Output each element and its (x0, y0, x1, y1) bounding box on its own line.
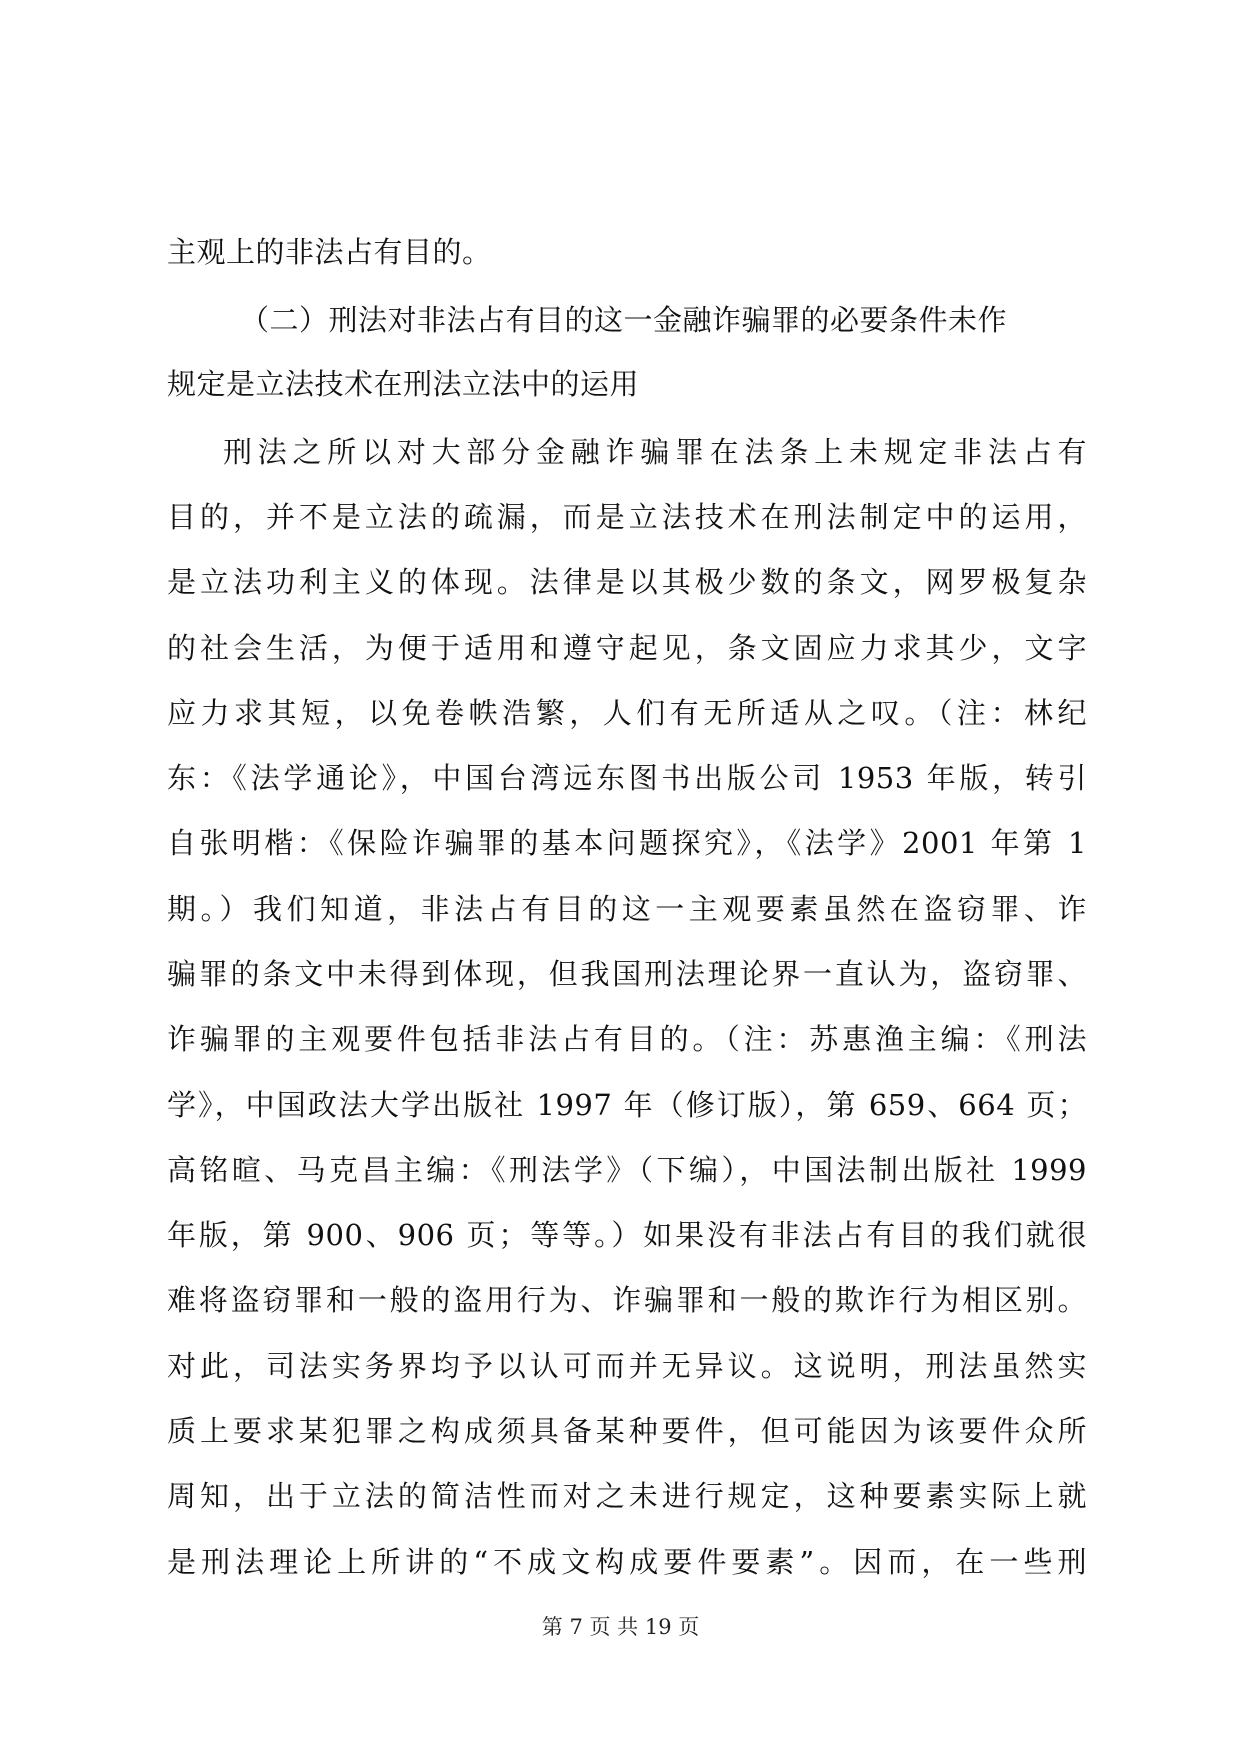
paragraph-line: 目的，并不是立法的疏漏，而是立法技术在刑法制定中的运用， (167, 500, 1087, 534)
paragraph-line: 主观上的非法占有目的。 (167, 235, 492, 269)
paragraph-line: 周知，出于立法的简洁性而对之未进行规定，这种要素实际上就 (167, 1479, 1087, 1513)
paragraph-line: 刑法之所以对大部分金融诈骗罪在法条上未规定非法占有 (223, 435, 1087, 469)
paragraph-line: 质上要求某犯罪之构成须具备某种要件，但可能因为该要件众所 (167, 1414, 1087, 1448)
paragraph-line: 高铭暄、马克昌主编：《刑法学》（下编），中国法制出版社 1999 (167, 1153, 1087, 1187)
section-heading-line: 规定是立法技术在刑法立法中的运用 (167, 367, 640, 401)
paragraph-line: 难将盗窃罪和一般的盗用行为、诈骗罪和一般的欺诈行为相区别。 (167, 1283, 1087, 1317)
paragraph-line: 应力求其短，以免卷帙浩繁，人们有无所适从之叹。（注：林纪 (167, 696, 1087, 730)
section-heading-line: （二）刑法对非法占有目的这一金融诈骗罪的必要条件未作 (240, 303, 1008, 337)
page-number-footer: 第 7 页 共 19 页 (541, 1615, 700, 1639)
paragraph-line: 年版，第 900、906 页；等等。）如果没有非法占有目的我们就很 (167, 1218, 1087, 1252)
paragraph-line: 是刑法理论上所讲的“不成文构成要件要素”。因而，在一些刑 (167, 1545, 1087, 1579)
paragraph-line: 的社会生活，为便于适用和遵守起见，条文固应力求其少，文字 (167, 631, 1087, 665)
paragraph-line: 骗罪的条文中未得到体现，但我国刑法理论界一直认为，盗窃罪、 (167, 957, 1087, 991)
paragraph-line: 自张明楷：《保险诈骗罪的基本问题探究》，《法学》2001 年第 1 (167, 826, 1087, 860)
paragraph-line: 对此，司法实务界均予以认可而并无异议。这说明，刑法虽然实 (167, 1349, 1087, 1383)
paragraph-line: 诈骗罪的主观要件包括非法占有目的。（注：苏惠渔主编：《刑法 (167, 1022, 1087, 1056)
paragraph-line: 是立法功利主义的体现。法律是以其极少数的条文，网罗极复杂 (167, 565, 1087, 599)
paragraph-line: 学》，中国政法大学出版社 1997 年（修订版），第 659、664 页； (167, 1088, 1087, 1122)
paragraph-line: 东：《法学通论》，中国台湾远东图书出版公司 1953 年版，转引 (167, 761, 1087, 795)
paragraph-line: 期。）我们知道，非法占有目的这一主观要素虽然在盗窃罪、诈 (167, 892, 1087, 926)
